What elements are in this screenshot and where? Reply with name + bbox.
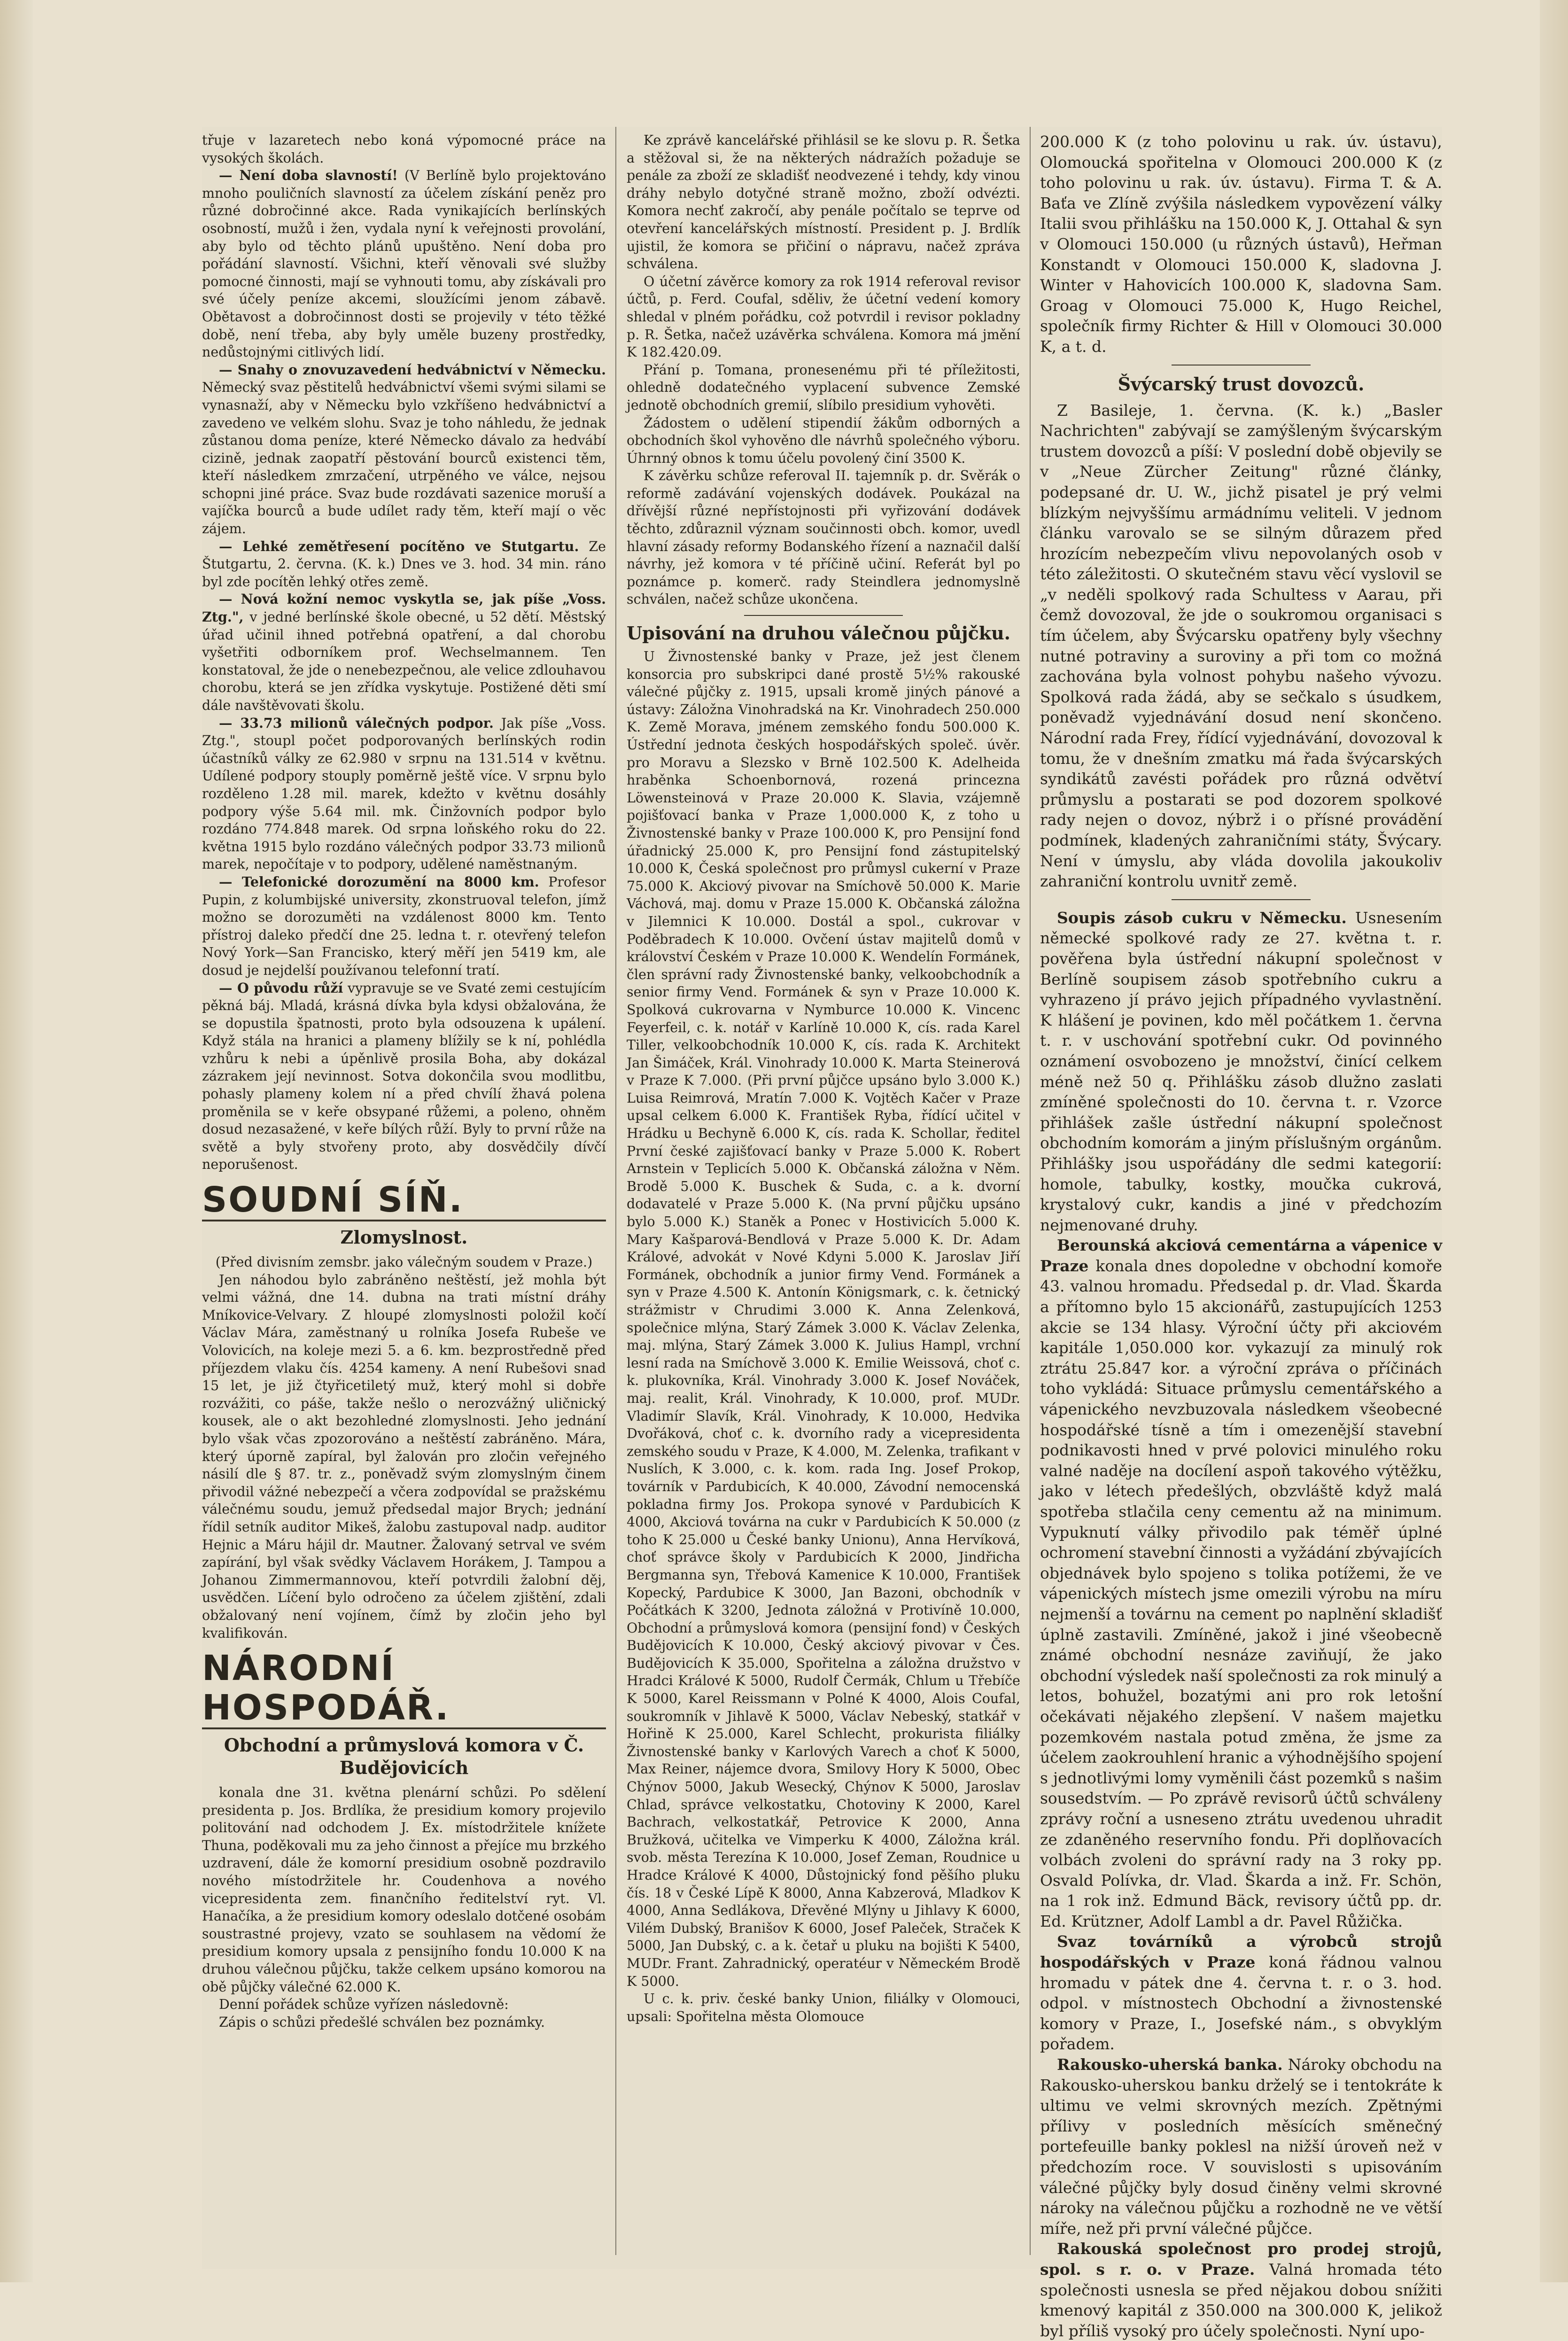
divider: [1172, 365, 1311, 366]
column-1: [202, 132, 606, 2031]
article-text: 200.000 K (z toho polovinu u rak. úv. ústavu), Olomoucká spořitelna v Olomouci 200.000 K (z toho polovinu u rak. úv. ústavu). Firma T. & A. Baťa ve Zlíně zvýšila následkem vypovězení války Italii svou přihlášku na 150.000 K, J. Ottahal & syn v Olomouci 150.000 (u různých ústavů), Heřman Konstandt v Olomouci 150.000 K, sladovna J. Winter v Hahovicích 100.000 K, sladovna Sam. Groag v Olomouci 75.000 K, Hugo Reichel, společník firmy Richter & Hill v Olomouci 30.000 K, a t. d.: [1040, 132, 1442, 356]
item-lead: Rakouská společnost pro prodej strojů, spol. s r. o. v Praze.: [1040, 2240, 1442, 2279]
article-item: [202, 715, 606, 873]
item-lead: Rakousko-uherská banka.: [1057, 2055, 1283, 2074]
swiss-article-body: Z Basileje, 1. června. (K. k.) „Basler Nachrichten" zabývají se zamýšleným švýcarským trustem dovozců a píší: V poslední době objevily se v „Neue Zürcher Zeitung" různé články, podepsané dr. U. W., jichž pisatel je prý velmi blízkým nejvyššímu armádnímu veliteli. V jednom článku varovalo se se silným důrazem před hrozícím nebezpečím vlivu nepovolaných osob v této záležitosti. O skutečném stavu věcí vyslovil se „v neděli spolkový rada Schultess v Aarau, při čemž dovozoval, že jde o soukromou organisaci s tím účelem, aby Švýcarsku opatřeny byly všechny nutné potraviny a suroviny a při tom co možná zachována byla volnost pohybu našeho vývozu. Spolková rada žádá, aby se sečkalo s úsudkem, poněvadž vyjednávání dosud není skončeno. Národní rada Frey, řídící vyjednávání, dovozoval k tomu, že v dnešním zmatku má řada švýcarských syndikátů zavésti pořádek pro různá odvětví průmyslu a postarati se pod dozorem spolkové rady nejen o dovoz, nýbrž i o přísné provádění podmínek, kladených zahraničními státy, Švýcary. Není v úmyslu, aby vláda dovolila jakoukoliv zahraniční kontrolu uvnitř země.: [1040, 401, 1442, 891]
economy-article-body: Denní pořádek schůze vyřízen následovně:: [219, 1997, 509, 2013]
item-body: Profesor Pupin, z kolumbijské university, zkonstruoval telefon, jímž možno se dorozuměti na vzdálenost 8000 km. Tento přístroj daleko předčí dne 25. ledna t. r. otevřený telefon Nový York—San Francisko, který měří jen 5419 km, ale dosud je nejdelší používanou telefonní tratí.: [202, 874, 606, 978]
column-rule-2: [1030, 127, 1031, 2255]
item-lead: — Telefonické dorozumění na 8000 km.: [219, 873, 539, 890]
scan-left-edge: [0, 0, 33, 2282]
article-text: třuje v lazaretech nebo koná výpomocné práce na vysokých školách.: [202, 132, 606, 166]
article-text: Přání p. Tomana, pronesenému při té příležitosti, ohledně dodatečného vyplacení subvence Zemské jednotě obchodních gremií, slíbilo presidium vyhověti.: [627, 362, 1020, 413]
loan-article-body: U Živnostenské banky v Praze, jež jest členem konsorcia pro subskripci dané prostě 5½% rakouské válečné půjčky z. 1915, upsali kromě jiných pánové a ústavy: Záložna Vinohradská na Kr. Vinohradech 250.000 K. Země Morava, jménem zemského fondu 500.000 K. Ústřední jednota českých hospodářských společ. úvěr. pro Moravu a Slezsko v Brně 102.500 K. Adelheida hraběnka Schoenbornová, rozená princezna Löwensteinová v Praze 20.000 K. Slavia, vzájemně pojišťovací banka v Praze 1,000.000 K, z toho u Živnostenské banky v Praze 100.000 K, pro Pensijní fond úřadnický 25.000 K, pro Pensijní fond zástupitelský 10.000 K, Česká společnost pro průmysl cukerní v Praze 75.000 K. Akciový pivovar na Smíchově 50.000 K. Marie Váchová, maj. domu v Praze 15.000 K. Občanská záložna v Jilemnici K 10.000. Dostál a spol., cukrovar v Poděbradech K 10.000. Ovčení ústav majitelů domů v království Českém v Praze 10.000 K. Wendelín Formánek, člen správní rady Živnostenské banky, velkoobchodník a senior firmy Vend. Formánek & syn v Praze 10.000 K. Spolková cukrovarna v Nymburce 10.000 K. Vincenc Feyerfeil, c. k. notář v Karlíně 10.000 K, cís. rada Karel Tiller, velkoobchodník 10.000 K, cís. rada K. Architekt Jan Šimáček, Král. Vinohrady 10.000 K. Marta Steinerová v Praze K 7.000. (Při první půjčce upsáno bylo 3.000 K.) Luisa Reimrová, Mratín 7.000 K. Vojtěch Kačer v Praze upsal celkem 6.000 K. František Ryba, řídící učitel v Hrádku u Bechyně 6.000 K, cís. rada K. Schollar, ředitel První české zajišťovací banky v Praze 5.000 K. Robert Arnstein v Teplicích 5.000 K. Občanská záložna v Něm. Brodě 5.000 K. Buschek & Suda, c. a k. dvorní dodavatelé v Praze 5.000 K. (Na první půjčku upsáno bylo 5.000 K.) Staněk a Ponec v Hostivicích 5.000 K. Mary Kašparová-Bendlová v Praze 5.000 K. Dr. Adam Králové, advokát v Nové Kdyni 5.000 K. Jaroslav Jiří Formánek, obchodník a junior firmy Vend. Formánek a syn v Praze 4.500 K. Antonín Königsmark, c. k. četnický strážmistr v Chrudimi 3.000 K. Anna Zelenková, společnice mlýna, Starý Zámek 3.000 K. Václav Zelenka, maj. mlýna, Starý Zámek 3.000 K. Julius Hampl, vrchní lesní rada na Smíchově 3.000 K. Emilie Weissová, choť c. k. plukovníka, Král. Vinohrady 3.000 K. Josef Nováček, maj. realit, Král. Vinohrady, K 10.000, prof. MUDr. Vladimír Slavík, Král. Vinohrady, K 10.000, Hedvika Dvořáková, choť c. k. dvorního rady a vicepresidenta zemského soudu v Praze, K 4.000, M. Zelenka, trafikant v Nuslích, K 3.000, c. k. kom. rada Ing. Josef Prokop, továrník v Pardubicích, K 40.000, Závodní nemocenská pokladna firmy Jos. Prokopa synové v Pardubicích K 4000, Akciová továrna na cukr v Pardubicích K 50.000 (z toho K 25.000 u České banky Unionu), Anna Hervíková, choť správce školy v Pardubicích K 2000, Jindřicha Bergmanna syn, Třebová Kamenice K 10.000, František Kopecký, Pardubice K 3000, Jan Bazoni, obchodník v Počátkách K 3200, Jednota záložná v Protivíně 10.000, Obchodní a průmyslová komora (pensijní fond) v Českých Budějovicích K 10.000, Český akciový pivovar v Čes. Budějovicích K 35.000, Spořitelna a záložna družstvo v Hradci Králové K 5000, Rudolf Čermák, Chlum u Třebíče K 5000, Karel Reissmann v Polné K 4000, Alois Coufal, soukromník v Jihlavě K 5000, Václav Nebeský, statkář v Hořině K 25.000, Karel Schlecht, prokurista filiálky Živnostenské banky v Karlových Varech a choť K 5000, Max Reiner, nájemce dvora, Smilovy Hory K 5000, Obec Chýnov 5000, Jakub Wesecký, Chýnov K 5000, Jaroslav Chlad, správce velkostatku, Chotoviny K 2000, Karel Bachrach, velkostatkář, Petrovice K 2000, Anna Bružková, učitelka ve Vimperku K 4000, Záložna král. svob. města Terezína K 10.000, Josef Zeman, Roudnice u Hradce Králové K 4000, Důstojnický fond pěšího pluku čís. 18 v České Lípě K 8000, Anna Kabzerová, Mladkov K 4000, Anna Sedlákova, Dřevěné Mlýny u Jihlavy K 6000, Vilém Dubský, Branišov K 6000, Josef Paleček, Straček K 5000, Jan Dubský, c. a k. četař u pluku na bojišti K 5400, MUDr. Frant. Zahradnický, operatéur v Německém Brodě K 5000.: [627, 649, 1020, 1989]
item-body: Jak píše „Voss. Ztg.", stoupl počet podporovaných berlínských rodin účastníků války ze 62.980 v srpnu na 131.514 v květnu. Udílené podpory stouply poměrně ještě více. V srpnu bylo rozděleno 1.28 mil. marek, kdežto v květnu dosáhly podpory výše 5.64 mil. mk. Činžovních podpor bylo rozdáno 774.848 marek. Od srpna loňského roku do 22. května 1915 bylo rozdáno válečných podpor 33.73 milionů marek, nepočítaje v to podpory, udělené naměstnaným.: [202, 715, 606, 872]
article-text: K závěrku schůze referoval II. tajemník p. dr. Svěrák o reformě zadávání vojenských dodávek. Poukázal na dřívější různé nepřístojnosti při vyřizování dodávek těchto, zdůraznil význam součinnosti obch. komor, uvedl hlavní zásady reformy Bodanského řízení a naznačil další návrhy, jež komora v té příčině učiní. Referát byl po poznámce p. komerč. rady Steindlera jednomyslně schválen, načež schůze ukončena.: [627, 468, 1020, 607]
article-text: Žádostem o udělení stipendií žákům odborných a obchodních škol vyhověno dle návrhů společného výboru. Úhrnný obnos k tomu účelu povolený činí 3500 K.: [627, 415, 1020, 466]
scan-right-edge: [1540, 0, 1568, 2282]
loan-article-title: Upisování na druhou válečnou půjčku.: [627, 622, 1010, 644]
item-lead: Soupis zásob cukru v Německu.: [1057, 908, 1347, 927]
column-3: [1040, 132, 1442, 2341]
article-item: [1040, 1931, 1442, 2054]
article-item: [202, 980, 606, 1174]
item-lead: — Nová kožní nemoc vyskytla se, jak píše „Voss. Ztg.",: [202, 591, 606, 625]
court-article-title: Zlomyslnost.: [340, 1227, 468, 1248]
item-body: Usnesením německé spolkové rady ze 27. května t. r. pověřena byla ústřední nákupní společnost v Berlíně soupisem zásob spotřebního cukru a vyhrazeno jí právo jejich případného vyvlastnění. K hlášení je povinen, kdo měl počátkem 1. června t. r. v uschování spotřební cukr. Od povinného oznámení osvobozeno je množství, činící celkem méně než 50 q. Přihlášku zásob dlužno zaslati zmíněné společnosti do 10. června t. r. Vzorce přihlášek zašle ústřední nákupní společnost obchodním komorám a jiným příslušným orgánům. Přihlášky jsou uspořádány dle sedmi kategorií: homole, tabulky, kostky, moučka cukrová, krystalový cukr, kandis a jiné v předchozím nejmenované druhy.: [1040, 908, 1442, 1234]
section-banner-economy: NÁRODNÍ HOSPODÁŘ.: [202, 1649, 606, 1729]
item-lead: Svaz továrníků a výrobců strojů hospodářských v Praze: [1040, 1932, 1442, 1972]
column-rule-1: [615, 127, 616, 2255]
item-body: v jedné berlínské škole obecné, u 52 dětí. Městský úřad učinil ihned potřebná opatření, a dal chorobu vyšetřiti odborníkem prof. Wechselmannem. Ten konstatoval, že jde o nenebezpečnou, ale velice zdlouhavou chorobu, která se jen zřídka vyskytuje. Postižené děti smí dále navštěvovati školu.: [202, 609, 606, 713]
item-body: Nároky obchodu na Rakousko-uherskou banku drželý se i tentokráte k ultimu ve velmi skrovných mezích. Zpětnými přílivy v posledních měsících směnečný portefeuille banky poklesl na nižší úroveň než v předchozím roce. V souvislosti s upisováním válečné půjčky byly dosud činěny velmi skrovné nároky na válečnou půjčku a rozhodně ne ve větší míře, než při první válečné půjčce.: [1040, 2055, 1443, 2238]
item-lead: — Lehké zemětřesení pocítěno ve Stutgartu.: [219, 538, 579, 554]
economy-article-body: konala dne 31. května plenární schůzi. Po sdělení presidenta p. Jos. Brdlíka, že presidium komory projevilo politování nad odchodem J. Ex. místodržitele knížete Thuna, poděkovali mu za jeho činnost a přejíce mu brzkého uzdravení, dále že komorní presidium osobně pozdravilo nového místodržitele hr. Coudenhova a nového vicepresidenta zem. finančního ředitelství ryt. Vl. Hanačíka, a že presidium komory odeslalo dotčené osobám soustrastné projevy, vzato se souhlasem na vědomí že presidium komory upsala z pensijního fondu 10.000 K na druhou válečnou půjčku, takže celkem upsáno komorou na obě půjčky válečné 62.000 K.: [202, 1785, 606, 1995]
court-article-body: Jen náhodou bylo zabráněno neštěstí, jež mohla být velmi vážná, dne 14. dubna na trati místní dráhy Mníkovice-Velvary. Z hloupé zlomyslnosti položil kočí Václav Mára, zaměstnaný u rolníka Josefa Rubeše ve Volovicích, na koleje mezi 5. a 6. km. bezprostředně před příjezdem vlaku čís. 4254 kameny. A není Rubešovi snad 15 let, je již čtyřicetiletý muž, který mohl si dobře rozvážiti, co páše, takže nešlo o nerozvážný uličnický kousek, ale o akt bezohledné zlomyslnosti. Jeho jednání bylo však včas zpozorováno a neštěstí zabráněno. Mára, který úporně zapíral, byl žalován pro zločin veřejného násilí dle § 87. tr. z., poněvadž svým zlomyslným činem přivodil vážné nebezpečí a včera zodpovídal se pražskému válečnému soudu, jemuž předsedal major Brych; jednání řídil setník auditor Mikeš, žalobu zastupoval nadp. auditor Hejnic a Máru hájil dr. Mautner. Žalovaný setrval ve svém zapírání, byl však svědky Václavem Horákem, J. Tampou a Johanou Zimmermannovou, kteří potvrdili žalobní děj, usvědčen. Líčení bylo odročeno za účelem zjištění, zdali obžalovaný není vojínem, čímž by zločin jeho byl kvalifikován.: [202, 1272, 606, 1641]
column-2: [627, 132, 1020, 2025]
article-item: [202, 361, 606, 538]
divider: [1172, 899, 1311, 900]
article-item: [202, 873, 606, 980]
article-item: [1040, 2239, 1442, 2341]
item-body: konala dnes dopoledne v obchodní komoře 43. valnou hromadu. Předsedal p. dr. Vlad. Škarda a přítomno bylo 15 akcionářů, zastupujících 1253 akcie se 134 hlasy. Výroční účty při akciovém kapitále 1,050.000 kor. vykazují za minulý rok ztrátu 25.847 kor. a výroční zpráva o příčinách toho vykládá: Situace průmyslu cementářského a vápenického nevzbuzovala následkem všeobecné hospodářské tísně a tím i omezenější stavební podnikavosti hned v prvé polovici minulého roku valné naděje na docílení aspoň takového výtěžku, jako v létech předešlých, obzvláště když malá spotřeba stlačila ceny cementu až na minimum. Vypuknutí války přivodilo pak téměř úplné ochromení stavební činnosti a vyžádání zbývajících objednávek bylo spojeno s tolika potížemi, že ve vápenických místech jsme omezili výrobu na míru nejmenší a továrnu na cement po naplnění skladišť úplně zastavili. Zmíněné, jakož i jiné všeobecně známé obchodní nesnáze zaviňují, že jako obchodní výsledek naší společnosti za rok minulý a letos, bohužel, bozatými ani pro rok letošní očekávati nějakého zlepšení. V našem majetku pozemkovém nastala potud změna, že jsme za účelem zaokrouhlení hranic a výhodnějšího spojení s jednotlivými lomy vyměnili část pozemků s našim sousedstvím. — Po zprávě revisorů účtů schváleny zprávy roční a usneseno ztrátu uvedenou uhradit ze zdaněného reservního fondu. Při doplňovacích volbách zvoleni do správní rady na 3 roky pp. Osvald Polívka, dr. Vlad. Škarda a inž. Fr. Schön, na 1 rok inž. Edmund Bäck, revisory účtů pp. dr. Ed. Krützner, Adolf Lambl a dr. Pavel Růžička.: [1040, 1256, 1442, 1930]
item-lead: Berounská akciová cementárna a vápenice v Praze: [1040, 1236, 1442, 1275]
item-body: Ze Štutgartu, 2. června. (K. k.) Dnes ve 3. hod. 34 min. ráno byl zde pocítěn lehký otřes země.: [202, 538, 606, 590]
article-text: Ke zprávě kancelářské přihlásil se ke slovu p. R. Šetka a stěžoval si, že na některých nádražích požaduje se penále za zboží ze skladišť neodvezené i tehdy, kdy vinou dráhy nebylo dotyčné straně možno, zboží odvézti. Komora nechť zakročí, aby penále počítalo se teprve od otevření kancelářských místností. President p. J. Brdlík ujistil, že komora se přičiní o nápravu, načež zpráva schválena.: [627, 132, 1020, 272]
article-item: [1040, 1235, 1442, 1931]
item-body: vypravuje se ve Svaté zemi cestujícím pěkná báj. Mladá, krásná dívka byla kdysi obžalována, že se dopustila špatnosti, proto byla odsouzena k upálení. Když stála na hranici a plameny blížily se k ní, pohlédla vzhůru k nebi a úpěnlivě prosila Boha, aby dokázal zázrakem její nevinnost. Sotva dokončila svou modlitbu, pohasly plameny kolem ní a před chvílí žhavá polena proměnila se v keře obsypané růžemi, a poleno, ohněm dosud nezasažené, v keře bílých růží. Byly to první růže na světě a byly stvořeny proto, aby dosvědčily dívčí neporušenost.: [202, 980, 606, 1173]
article-item: [202, 538, 606, 591]
item-lead: — Není doba slavností!: [219, 167, 398, 184]
item-lead: — Snahy o znovuzavedení hedvábnictví v Německu.: [219, 361, 606, 378]
item-body: (V Berlíně bylo projektováno mnoho pouličních slavností za účelem získání peněz pro různé dobročinné akce. Rada vynikajících berlínských osobností, mužů i žen, vydala nyní k veřejnosti provolání, aby bylo od těchto plánů upuštěno. Není doba pro pořádání slavností. Všichni, kteří věnovali své služby pomocné činnosti, mají se vyhnouti tomu, aby získávali pro své účely peníze akcemi, sloužícími jenom zábavě. Obětavost a dobročinnost dosti se projevily v této těžké době, není třeba, aby byly uměle buzeny prostředky, nedůstojnými citlivých lidí.: [202, 168, 606, 360]
article-item: [1040, 2054, 1442, 2239]
item-body: Německý svaz pěstitelů hedvábnictví všemi svými silami se vynasnaží, aby v Německu bylo vzkříšeno hedvábnictví a zavedeno ve velkém slohu. Svaz je toho náhledu, že jednak zůstanou doma peníze, které Německo dávalo za hedvábí cizině, jednak zaopatří pěstování bourců existenci těm, kteří následkem zmrzačení, utrpěného ve válce, nejsou schopni jiné práce. Svaz bude rozdávati sazenice moruší a vajíčka bourců a bude udílet rady těm, kteří mají o věc zájem.: [202, 380, 606, 537]
swiss-article-title: Švýcarský trust dovozců.: [1118, 373, 1365, 395]
section-banner-court: SOUDNÍ SÍŇ.: [202, 1180, 606, 1221]
article-item: [1040, 908, 1442, 1236]
article-item: [202, 591, 606, 714]
court-article-subtitle: (Před divisním zemsbr. jako válečným soudem v Praze.): [215, 1254, 593, 1270]
economy-article-body: Zápis o schůzi předešlé schválen bez poznámky.: [219, 2014, 545, 2030]
item-body: Valná hromada této společnosti usnesla se před nějakou dobou snížiti kmenový kapitál z 350.000 na 300.000 K, jelikož byl příliš vysoký pro účely společnosti. Nyní upo-: [1040, 2260, 1442, 2340]
item-lead: — 33.73 milionů válečných podpor.: [219, 715, 494, 731]
economy-article-title: Obchodní a průmyslová komora v Č. Budějovicích: [224, 1734, 584, 1779]
loan-article-body: U c. k. priv. české banky Union, filiálky v Olomouci, upsali: Spořitelna města Olomouce: [627, 1991, 1020, 2024]
item-lead: — O původu růží: [219, 980, 343, 996]
article-text: O účetní závěrce komory za rok 1914 referoval revisor účtů, p. Ferd. Coufal, sděliv, že účetní vedení komory shledal v plném pořádku, což potvrdil i revisor pokladny p. R. Šetka, načež uzávěrka schválena. Komora má jmění K 182.420.09.: [627, 273, 1020, 360]
article-item: [202, 167, 606, 361]
item-body: koná řádnou valnou hromadu v pátek dne 4. června t. r. o 3. hod. odpol. v místnostech Obchodní a živnostenské komory v Praze, I., Josefské nám., s obvyklým pořadem.: [1040, 1953, 1443, 2053]
divider: [744, 615, 903, 616]
newspaper-page: [202, 127, 1443, 2340]
